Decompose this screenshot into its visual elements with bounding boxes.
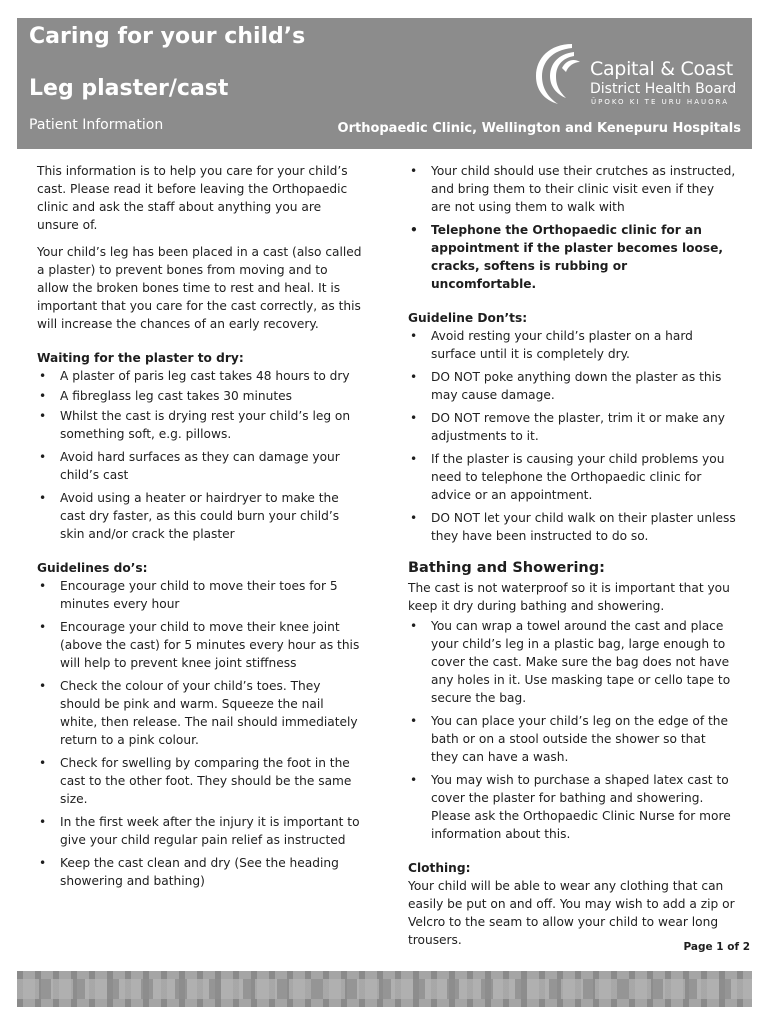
bathing-list bbox=[408, 617, 736, 843]
intro-paragraph-2: Your child’s leg has been placed in a cast (also called a plaster) to prevent bones from moving and to allow the broken bones time to rest and heal. It is important that you care for the cast correctly, as this will increase the chances of an early recovery. bbox=[37, 245, 362, 331]
list-item: • If the plaster is causing your child problems you need to telephone the Orthopaedic clinic for advice or an appointment. bbox=[410, 452, 725, 502]
list-item: • Check the colour of your child’s toes. They should be pink and warm. Squeeze the nail white, then release. The nail should immediately return to a pink colour. bbox=[39, 679, 358, 747]
right-column bbox=[408, 162, 736, 958]
left-column bbox=[37, 162, 363, 895]
list-item: • Telephone the Orthopaedic clinic for an appointment if the plaster becomes loose, cracks, softens is rubbing or uncomfortable. bbox=[410, 223, 724, 291]
page-subtitle: Patient Information bbox=[29, 117, 164, 133]
list-item: • Keep the cast clean and dry (See the heading showering and bathing) bbox=[39, 856, 339, 888]
waiting-list bbox=[37, 367, 363, 543]
list-item: • Avoid hard surfaces as they can damage your child’s cast bbox=[39, 450, 340, 482]
list-item: • Check for swelling by comparing the foot in the cast to the other foot. They should be the same size. bbox=[39, 756, 352, 806]
decorative-footer-band bbox=[17, 971, 752, 1007]
dhb-logo bbox=[528, 38, 743, 108]
clothing-heading: Clothing: bbox=[408, 861, 471, 875]
footer-pattern bbox=[17, 979, 752, 999]
list-item: • A fibreglass leg cast takes 30 minutes bbox=[39, 389, 293, 403]
donts-list bbox=[408, 327, 736, 545]
clothing-paragraph: Your child will be able to wear any clothing that can easily be put on and off. You may wish to add a zip or Velcro to the seam to allow your child to wear long trousers. bbox=[408, 879, 735, 947]
page-title-line2: Leg plaster/cast bbox=[29, 76, 229, 101]
list-item: • You can place your child’s leg on the edge of the bath or on a stool outside the shower so that they can have a wash. bbox=[410, 714, 729, 764]
donts-heading: Guideline Don’ts: bbox=[408, 311, 528, 325]
list-item: • In the first week after the injury it is important to give your child regular pain relief as instructed bbox=[39, 815, 360, 847]
logo-text-line3: ŪPOKO KI TE URU HAUORA bbox=[591, 98, 729, 106]
list-item: • Encourage your child to move their knee joint (above the cast) for 5 minutes every hour as this will help to prevent knee joint stiffness bbox=[39, 620, 360, 670]
list-item: • Avoid using a heater or hairdryer to make the cast dry faster, as this could burn your child’s skin and/or crack the plaster bbox=[39, 491, 340, 541]
logo-text-line2: District Health Board bbox=[590, 81, 737, 97]
header-banner bbox=[17, 18, 752, 149]
list-item: • You can wrap a towel around the cast and place your child’s leg in a plastic bag, large enough to cover the cast. Make sure the bag does not have any holes in it. Use masking tape or cello tape to secure the bag. bbox=[410, 619, 731, 705]
page-number: Page 1 of 2 bbox=[683, 941, 750, 953]
list-item: • Avoid resting your child’s plaster on a hard surface until it is completely dry. bbox=[410, 329, 693, 361]
bathing-heading: Bathing and Showering: bbox=[408, 560, 605, 576]
list-item: • Whilst the cast is drying rest your child’s leg on something soft, e.g. pillows. bbox=[39, 409, 351, 441]
dos-heading: Guidelines do’s: bbox=[37, 561, 148, 575]
clinic-name: Orthopaedic Clinic, Wellington and Kenepuru Hospitals bbox=[337, 121, 741, 136]
dos-continued-list bbox=[408, 162, 736, 293]
list-item: • Your child should use their crutches as instructed, and bring them to their clinic visit even if they are not using them to walk with bbox=[410, 164, 736, 214]
list-item: • DO NOT remove the plaster, trim it or make any adjustments to it. bbox=[410, 411, 725, 443]
bathing-intro: The cast is not waterproof so it is important that you keep it dry during bathing and showering. bbox=[408, 581, 730, 613]
list-item: • Encourage your child to move their toes for 5 minutes every hour bbox=[39, 579, 338, 611]
list-item: • You may wish to purchase a shaped latex cast to cover the plaster for bathing and showering. Please ask the Orthopaedic Clinic Nurse for more information about this. bbox=[410, 773, 731, 841]
list-item: • DO NOT poke anything down the plaster as this may cause damage. bbox=[410, 370, 722, 402]
intro-paragraph-1: This information is to help you care for your child’s cast. Please read it before leaving the Orthopaedic clinic and ask the staff about anything you are unsure of. bbox=[37, 164, 348, 232]
list-item: • A plaster of paris leg cast takes 48 hours to dry bbox=[39, 369, 350, 383]
dhb-logo-icon bbox=[528, 38, 588, 108]
page-title-line1: Caring for your child’s bbox=[29, 24, 306, 49]
dos-list bbox=[37, 577, 363, 890]
list-item: • DO NOT let your child walk on their plaster unless they have been instructed to do so. bbox=[410, 511, 736, 543]
logo-text-line1: Capital & Coast bbox=[590, 58, 733, 80]
waiting-heading: Waiting for the plaster to dry: bbox=[37, 351, 244, 365]
